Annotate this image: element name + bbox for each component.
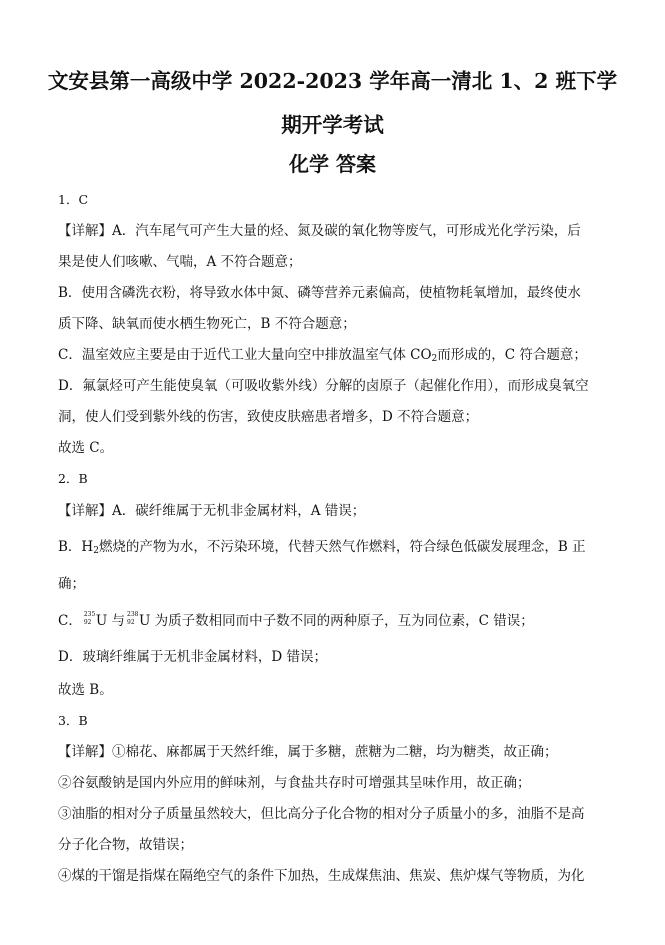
q2-option-c-mid: U 与 — [95, 613, 126, 629]
q3-statement-1: 【详解】①棉花、麻都属于天然纤维，属于多糖，蔗糖为二糖，均为糖类，故正确； — [58, 744, 558, 760]
q2-option-d: D．玻璃纤维属于无机非金属材料，D 错误； — [58, 649, 327, 665]
q3-statement-2: ②谷氨酸钠是国内外应用的鲜味剂，与食盐共存时可增强其呈味作用，故正确； — [58, 775, 531, 791]
q2-number: 2．B — [58, 471, 88, 486]
q1-number: 1．C — [58, 192, 89, 207]
q3-number: 3．B — [58, 713, 88, 728]
q2-option-c-text-end: U 为质子数相同而中子数不同的两种原子，互为同位素，C 错误； — [139, 613, 534, 629]
q2-option-b-text: B．H — [58, 539, 94, 555]
co2-subscript: 2 — [431, 354, 438, 364]
q1-conclusion: 故选 C。 — [58, 440, 114, 456]
q1-option-a-line-1: 【详解】A．汽车尾气可产生大量的烃、氮及碳的氧化物等废气，可形成光化学污染，后 — [58, 223, 581, 239]
q1-option-c-text-end: 而形成的，C 符合题意； — [437, 347, 587, 363]
q2-option-b-line-1 — [58, 538, 618, 560]
q1-option-c-text: C．温室效应主要是由于近代工业大量向空中排放温室气体 CO — [58, 347, 432, 363]
q1-option-d-line-1: D．氟氯烃可产生能使臭氧（可吸收紫外线）分解的卤原子（起催化作用），而形成臭氧空 — [58, 378, 589, 394]
q1-option-b-line-2: 质下降、缺氧而使水栖生物死亡，B 不符合题意； — [58, 316, 356, 332]
q3-statement-3-line-1: ③油脂的相对分子质量虽然较大，但比高分子化合物的相对分子质量小的多，油脂不是高 — [58, 806, 585, 822]
q2-option-c-label: C． — [58, 613, 82, 629]
q1-option-a-line-2: 果是使人们咳嗽、气喘，A 不符合题意； — [58, 254, 302, 270]
q1-option-b-line-1: B．使用含磷洗衣粉，将导致水体中氮、磷等营养元素偏高，使植物耗氧增加，最终使水 — [58, 285, 581, 301]
q2-option-b-text-end: 燃烧的产物为水，不污染环境，代替天然气作燃料，符合绿色低碳发展理念，B 正 — [98, 539, 586, 555]
q1-option-d-line-2: 洞，使人们受到紫外线的伤害，致使皮肤癌患者增多，D 不符合题意； — [58, 409, 479, 425]
q2-conclusion: 故选 B。 — [58, 682, 113, 698]
q1-option-c — [58, 346, 618, 368]
uranium-238-nuclide: 238 92 — [127, 611, 139, 626]
subject-title: 化学 答案 — [289, 152, 376, 176]
q3-statement-4-line-1: ④煤的干馏是指煤在隔绝空气的条件下加热，生成煤焦油、焦炭、焦炉煤气等物质，为化 — [58, 868, 585, 884]
q3-statement-3-line-2: 分子化合物，故错误； — [58, 837, 193, 853]
exam-title-line-1: 文安县第一高级中学 2022-2023 学年高一清北 1、2 班下学 — [47, 69, 618, 93]
q2-option-a: 【详解】A．碳纤维属于无机非金属材料，A 错误； — [58, 503, 366, 519]
exam-title-line-2: 期开学考试 — [281, 113, 384, 137]
h2-subscript: 2 — [93, 546, 99, 556]
uranium-235-nuclide: 235 92 — [83, 611, 96, 626]
q2-option-b-line-2: 确； — [58, 576, 85, 592]
q2-option-c — [58, 611, 618, 630]
